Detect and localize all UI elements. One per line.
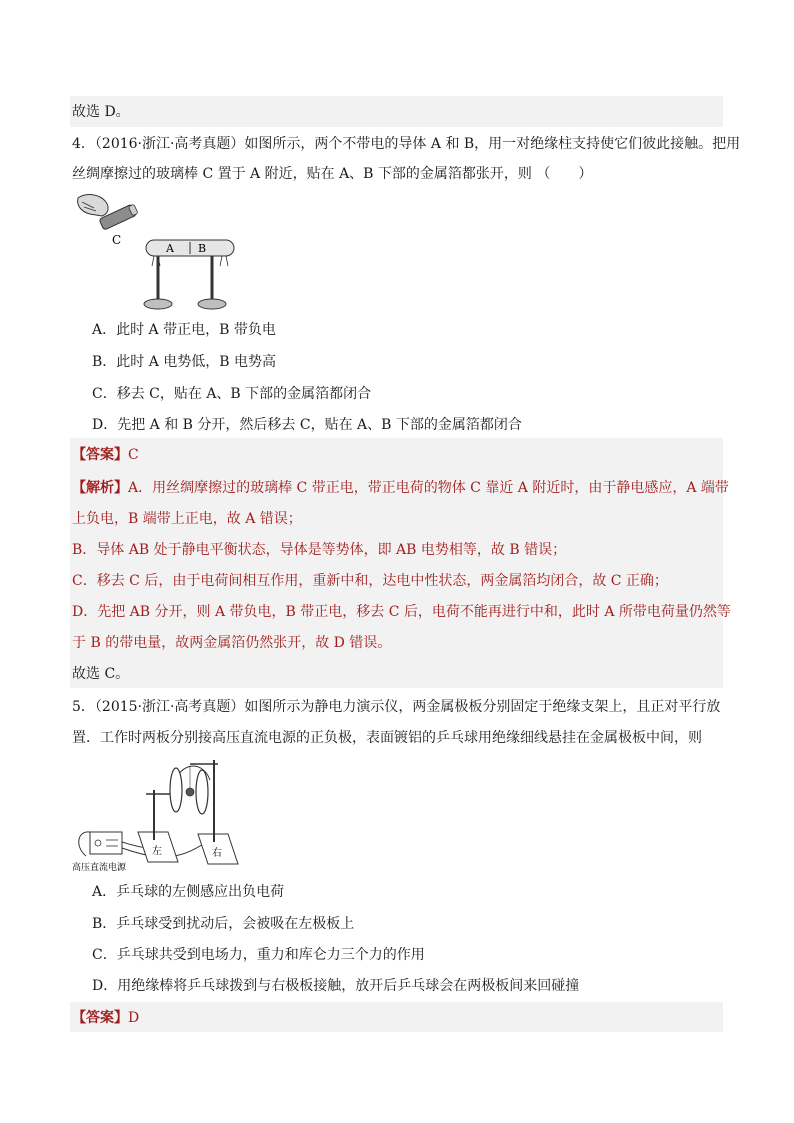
q5-option-b: B．乒乓球受到扰动后，会被吸在左极板上 — [92, 916, 355, 932]
q4-figure — [72, 192, 252, 314]
label-a: A — [166, 242, 174, 255]
q4-option-c: C．移去 C，贴在 A、B 下部的金属箔都闭合 — [92, 386, 372, 402]
q5-answer-box — [70, 1002, 723, 1032]
left-plate-icon — [170, 768, 182, 812]
hand-icon — [78, 195, 108, 216]
q4-option-b: B．此时 A 电势低，B 电势高 — [92, 354, 277, 370]
label-right: 右 — [212, 848, 222, 859]
ping-pong-ball-icon — [186, 788, 194, 796]
q4-analysis-line2: 上负电，B 端带上正电，故 A 错误； — [72, 511, 302, 527]
q4-analysis-line5: D．先把 AB 分开，则 A 带负电，B 带正电，移去 C 后，电荷不能再进行中和，此时 A 所带电荷量仍然等 — [72, 604, 731, 620]
q5-option-c: C．乒乓球共受到电场力，重力和库仑力三个力的作用 — [92, 947, 425, 963]
q4-conclusion: 故选 C。 — [72, 666, 130, 682]
q4-analysis-tag: 【解析】 — [72, 480, 128, 496]
q5-stem-line2: 置．工作时两板分别接高压直流电源的正负极，表面镀铝的乒乓球用绝缘细线悬挂在金属极板中间，则 — [72, 730, 702, 746]
q4-answer-tag: 【答案】 — [72, 447, 128, 463]
q4-option-a: A．此时 A 带正电，B 带负电 — [92, 322, 276, 338]
label-c: C — [112, 233, 122, 247]
q4-analysis-line1: 【解析】A．用丝绸摩擦过的玻璃棒 C 带正电，带正电荷的物体 C 靠近 A 附近时，由于静电感应，A 端带 — [72, 480, 729, 496]
q4-analysis-line3: B．导体 AB 处于静电平衡状态，导体是等势体，即 AB 电势相等，故 B 错误； — [72, 542, 567, 558]
q5-answer-tag: 【答案】 — [72, 1010, 128, 1026]
q4-analysis-line6: 于 B 的带电量，故两金属箔仍然张开，故 D 错误。 — [72, 635, 392, 651]
q5-option-d: D．用绝缘棒将乒乓球拨到与右极板接触，放开后乒乓球会在两极板间来回碰撞 — [92, 978, 580, 994]
q5-stem-line1: 5．（2015·浙江·高考真题）如图所示为静电力演示仪，两金属极板分别固定于绝缘支架上，且正对平行放 — [72, 699, 721, 715]
right-plate-icon — [196, 770, 208, 814]
q4-option-d: D．先把 A 和 B 分开，然后移去 C，贴在 A、B 下部的金属箔都闭合 — [92, 417, 522, 433]
label-power: 高压直流电源 — [72, 863, 127, 873]
q4-analysis-line4: C．移去 C 后，由于电荷间相互作用，重新中和，达电中性状态，两金属箔均闭合，故 C 正确； — [72, 573, 668, 589]
q4-stem-line2: 丝绸摩擦过的玻璃棒 C 置于 A 附近，贴在 A、B 下部的金属箔都张开，则 （ ） — [72, 166, 593, 182]
q5-answer-value: D — [128, 1010, 140, 1026]
label-left: 左 — [152, 846, 162, 857]
prev-conclusion: 故选 D。 — [72, 104, 130, 120]
q5-figure — [72, 752, 252, 876]
q4-answer-value: C — [128, 447, 139, 463]
label-b: B — [198, 242, 207, 255]
prev-conclusion-box — [70, 96, 723, 127]
q4-stem-line1: 4．（2016·浙江·高考真题）如图所示，两个不带电的导体 A 和 B，用一对绝缘柱支持使它们彼此接触。把用 — [72, 136, 741, 152]
q4-answer — [72, 445, 139, 465]
q5-answer — [72, 1008, 139, 1028]
q5-option-a: A．乒乓球的左侧感应出负电荷 — [92, 884, 285, 900]
